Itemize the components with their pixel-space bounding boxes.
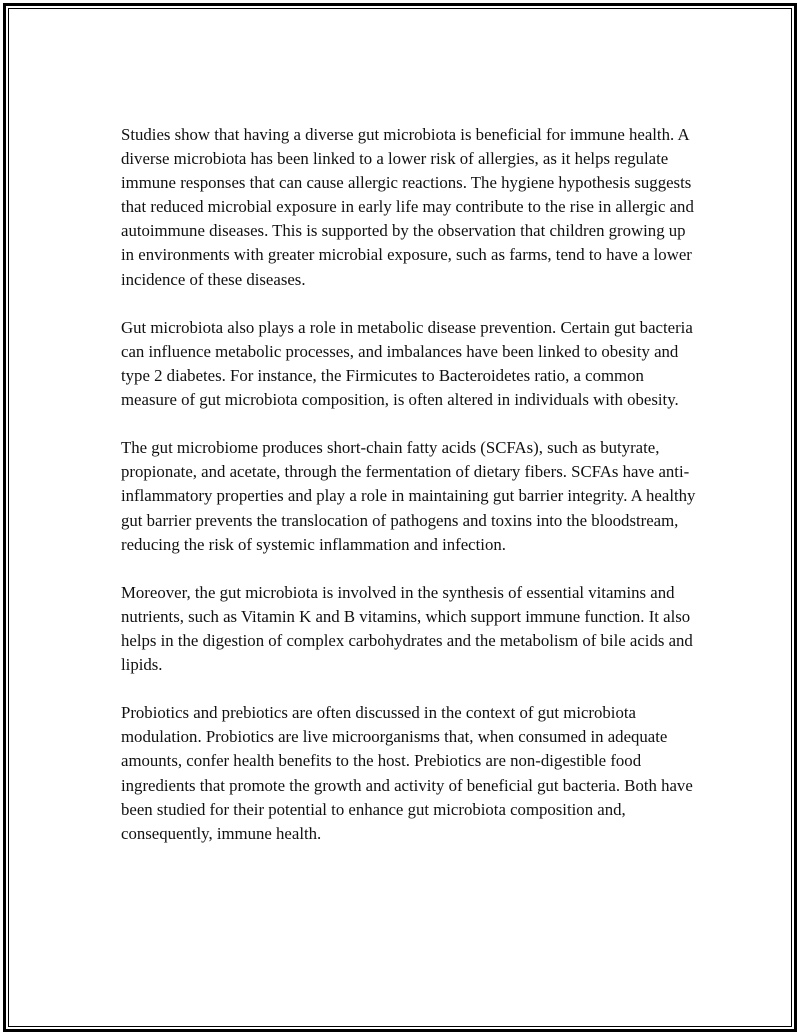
document-body [121,123,696,870]
page-frame [3,3,797,1032]
paragraph-probiotics: Probiotics and prebiotics are often discussed in the context of gut microbiota modulation. Probiotics are live microorganisms that, when consumed in adequate amounts, confer health benefits to the host. Prebiotics are non-digestible food ingredients that promote the growth and activity of beneficial gut bacteria. Both have been studied for their potential to enhance gut microbiota composition and, consequently, immune health. [121,703,693,843]
paragraph-scfas: The gut microbiome produces short-chain fatty acids (SCFAs), such as butyrate, propionate, and acetate, through the fermentation of dietary fibers. SCFAs have anti-inflammatory properties and play a role in maintaining gut barrier integrity. A healthy gut barrier prevents the translocation of pathogens and toxins into the bloodstream, reducing the risk of systemic inflammation and infection. [121,438,696,554]
paragraph-metabolic-disease: Gut microbiota also plays a role in metabolic disease prevention. Certain gut bacteria can influence metabolic processes, and imbalances have been linked to obesity and type 2 diabetes. For instance, the Firmicutes to Bacteroidetes ratio, a common measure of gut microbiota composition, is often altered in individuals with obesity. [121,317,693,410]
paragraph-immune-health: Studies show that having a diverse gut microbiota is beneficial for immune health. A diverse microbiota has been linked to a lower risk of allergies, as it helps regulate immune responses that can cause allergic reactions. The hygiene hypothesis suggests that reduced microbial exposure in early life may contribute to the rise in allergic and autoimmune diseases. This is supported by the observation that children growing up in environments with greater microbial exposure, such as farms, tend to have a lower incidence of these diseases. [121,125,694,289]
paragraph-vitamins: Moreover, the gut microbiota is involved in the synthesis of essential vitamins and nutrients, such as Vitamin K and B vitamins, which support immune function. It also helps in the digestion of complex carbohydrates and the metabolism of bile acids and lipids. [121,582,693,675]
